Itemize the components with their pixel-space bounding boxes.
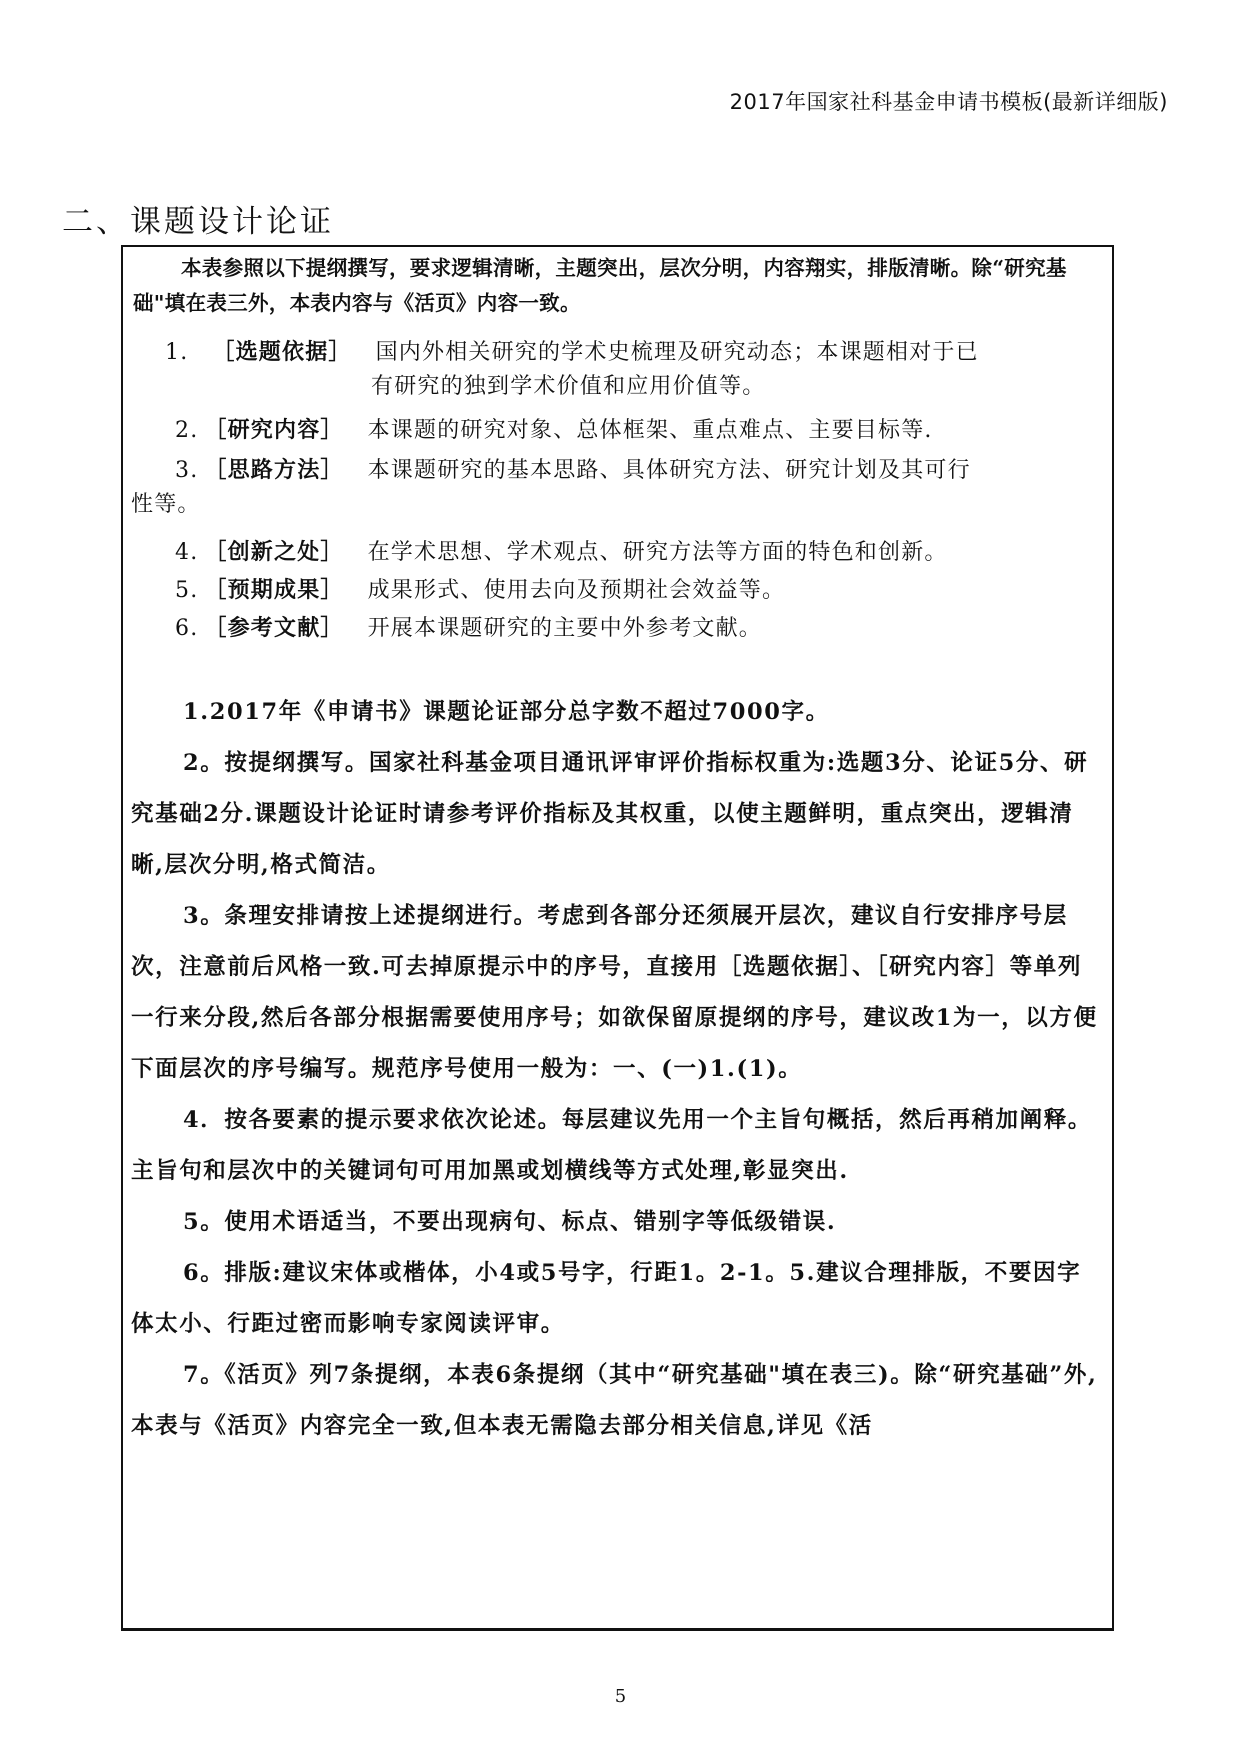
outline-item [131, 335, 1137, 404]
outline-item-description: 在学术思想、学术观点、研究方法等方面的特色和创新。 [367, 540, 948, 565]
outline-item [131, 453, 1147, 522]
note-paragraph: 主旨句和层次中的关键词句可用加黑或划横线等方式处理,彰显突出. [131, 1158, 849, 1184]
outline-item-description: 国内外相关研究的学术史梳理及研究动态；本课题相对于已 [375, 340, 979, 365]
outline-item-keyword: ［研究内容］ [204, 417, 344, 443]
outline-item-description: 本课题研究的基本思路、具体研究方法、研究计划及其可行 [367, 458, 971, 483]
note-paragraph: 2。按提纲撰写。国家社科基金项目通讯评审评价指标权重为:选题3分、论证5分、研究基础2分.课题设计论证时请参考评价指标及其权重，以使主题鲜明，重点突出，逻辑清晰,层次分明,格式简洁。 [131, 750, 1089, 878]
writing-notes [131, 687, 1103, 1452]
note-paragraph: 5。使用术语适当，不要出现病句、标点、错别字等低级错误. [183, 1209, 837, 1235]
outline-item-description: 开展本课题研究的主要中外参考文献。 [367, 616, 762, 641]
outline-item-number: 1. [165, 340, 189, 365]
outline-item-description: 成果形式、使用去向及预期社会效益等。 [367, 578, 786, 603]
outline-item-keyword: ［预期成果］ [204, 577, 344, 603]
running-header: 2017年国家社科基金申请书模板(最新详细版) [729, 90, 1168, 114]
note-paragraph: 6。排版:建议宋体或楷体，小4或5号字，行距1。2-1。5.建议合理排版，不要因字体太小、行距过密而影响专家阅读评审。 [131, 1260, 1082, 1337]
note-paragraph: 1.2017年《申请书》课题论证部分总字数不超过7000字。 [183, 699, 830, 725]
note-paragraph: 7。《活页》列7条提纲，本表6条提纲（其中“研究基础"填在表三)。除“研究基础”外,本表与《活页》内容完全一致,但本表无需隐去部分相关信息,详见《活 [131, 1362, 1098, 1439]
note-paragraph: 4．按各要素的提示要求依次论述。每层建议先用一个主旨句概括，然后再稍加阐释。 [183, 1107, 1092, 1133]
outline-item [131, 573, 1147, 608]
outline-item-description-continued: 性等。 [131, 492, 201, 517]
outline-item-number: 4. [175, 540, 199, 565]
outline-item-description-continued: 有研究的独到学术价值和应用价值等。 [371, 374, 766, 399]
outline-item-number: 6. [175, 616, 199, 641]
outline-item-keyword: ［创新之处］ [204, 539, 344, 565]
outline-item [131, 413, 1147, 448]
outline-item-keyword: ［思路方法］ [204, 457, 344, 483]
outline-item-number: 3. [175, 458, 199, 483]
outline-item-number: 2. [175, 418, 199, 443]
outline-item-keyword: ［选题依据］ [212, 339, 352, 365]
outline-item-keyword: ［参考文献］ [204, 615, 344, 641]
outline-item-description: 本课题的研究对象、总体框架、重点难点、主要目标等. [367, 418, 933, 443]
section-title: 二、课题设计论证 [62, 204, 334, 240]
form-table-box [121, 245, 1114, 1631]
outline-item [131, 611, 1147, 646]
page-number: 5 [614, 1686, 627, 1707]
outline-item-number: 5. [175, 578, 199, 603]
outline-item [131, 535, 1147, 570]
note-paragraph: 3。条理安排请按上述提纲进行。考虑到各部分还须展开层次，建议自行安排序号层次，注意前后风格一致.可去掉原提示中的序号，直接用［选题依据］、［研究内容］等单列一行来分段,然后各部分根据需要使用序号；如欲保留原提纲的序号，建议改1为一，以方便下面层次的序号编写。规范序号使用一般为：一、(一)1.(1)。 [131, 903, 1098, 1082]
instructions-intro: 本表参照以下提纲撰写，要求逻辑清晰，主题突出，层次分明，内容翔实，排版清晰。除“研究基础"填在表三外，本表内容与《活页》内容一致。 [133, 256, 1067, 315]
